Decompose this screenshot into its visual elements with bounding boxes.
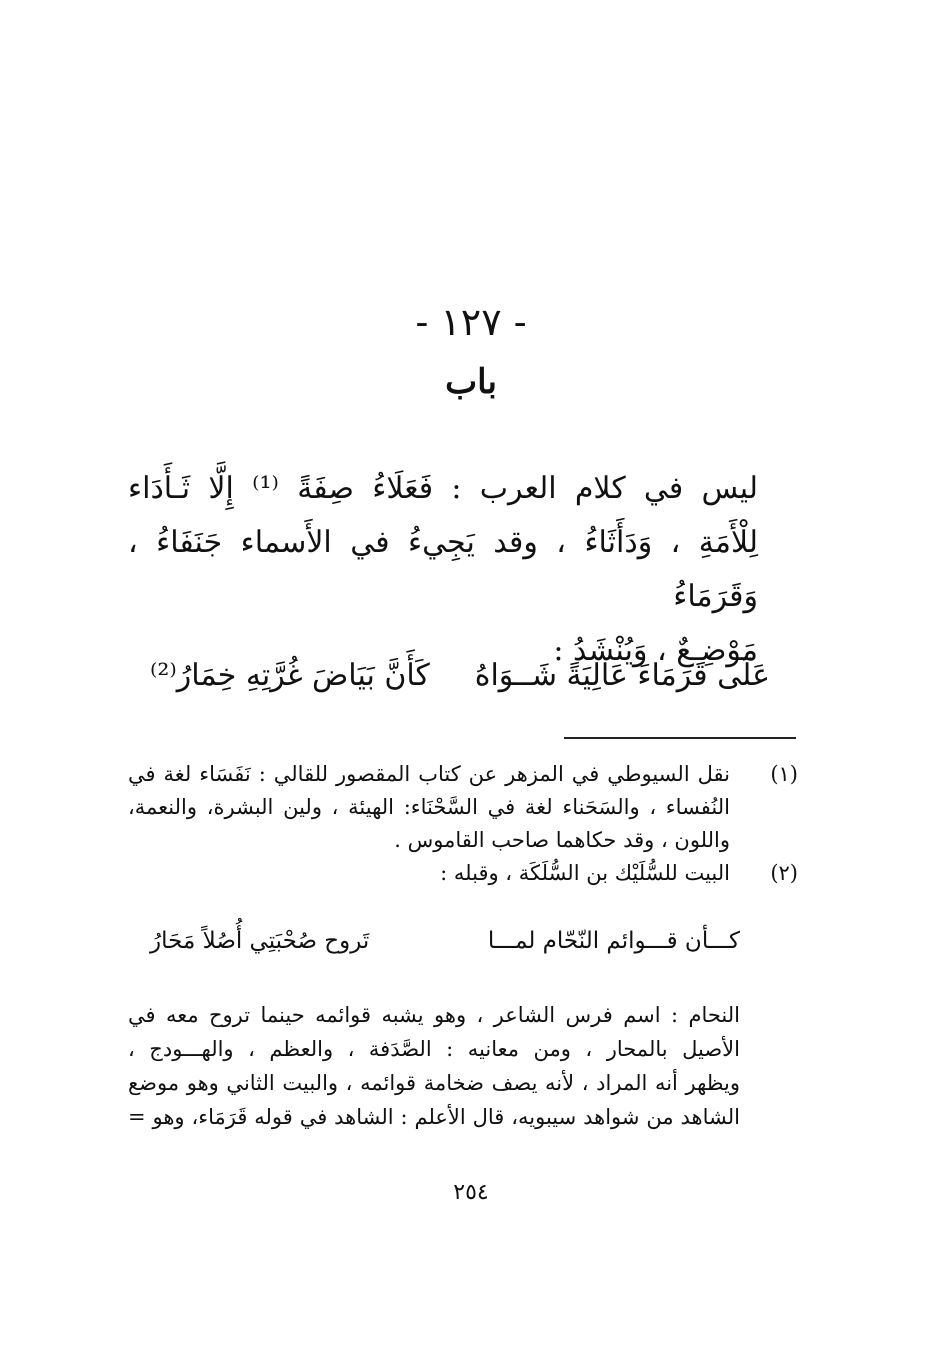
commentary-line: الأصيل بالمحار ، ومن معانيه : الصَّدَفة ، والعظم ، والهـــودج ، — [128, 1037, 740, 1061]
footnote-line: واللون ، وقد حكاهما صاحب القاموس . — [394, 828, 730, 852]
verse-first-hemistich: عَلَى قَرَمَاءَ عَالِيَةً شَــوَاهُ — [474, 658, 770, 693]
footnote-verse-second-hemistich: تَروح صُحْبَتِي أُصُلاً مَحَارُ — [150, 928, 370, 954]
footnote-line: البيت للسُّلَيْك بن السُّلَكَة ، وقبله : — [440, 861, 730, 885]
footnote-separator — [564, 737, 796, 739]
footnote-verse-first-hemistich: كـــأن قـــوائم النّحّام لمـــا — [487, 928, 740, 954]
footnote-verse — [150, 920, 740, 960]
page-number: ٢٥٤ — [453, 1180, 489, 1205]
footnote-1 — [128, 758, 798, 857]
footnote-line: النُفساء ، والسَحَناء لغة في السَّحْنَاء: الهيئة ، ولين البشرة، والنعمة، — [128, 795, 730, 819]
footnote-2 — [128, 857, 798, 890]
verse-second-hemistich: كَأَنَّ بَيَاضَ غُرَّتِهِ خِمَارُ⁽²⁾ — [150, 658, 430, 693]
poetry-verse — [150, 648, 770, 708]
footnotes — [128, 758, 798, 890]
footnote-line: نقل السيوطي في المزهر عن كتاب المقصور للقالي : نَفَسَاء لغة في — [128, 762, 730, 786]
main-text — [128, 462, 758, 678]
section-title: باب — [445, 362, 497, 402]
footnote-number: (١) — [770, 762, 798, 786]
commentary-line: ويظهر أنه المراد ، لأنه يصف ضخامة قوائمه ، والبيت الثاني وهو موضع — [128, 1071, 740, 1095]
main-text-line: لِلْأَمَةِ ، وَدَأَثَاءُ ، وقد يَجِيءُ في الأَسماء جَنَفَاءُ ، وَقَرَمَاءُ — [128, 525, 758, 614]
footnote-commentary — [128, 998, 740, 1134]
main-text-line: ليس في كلام العرب : فَعَلَاءُ صِفَةً ⁽¹⁾ إِلَّا ثَـأَدَاء — [128, 471, 758, 506]
commentary-line: الشاهد من شواهد سيبويه، قال الأعلم : الشاهد في قوله قَرَمَاء، وهو = — [128, 1105, 740, 1129]
commentary-line: النحام : اسم فرس الشاعر ، وهو يشبه قوائمه حينما تروح معه في — [128, 1003, 740, 1027]
footnote-number: (٢) — [770, 861, 798, 885]
section-number: - ١٢٧ - — [415, 300, 527, 344]
main-text-line: مَوْضِـعٌ ، وَيُنْشَدُ : — [553, 633, 758, 668]
